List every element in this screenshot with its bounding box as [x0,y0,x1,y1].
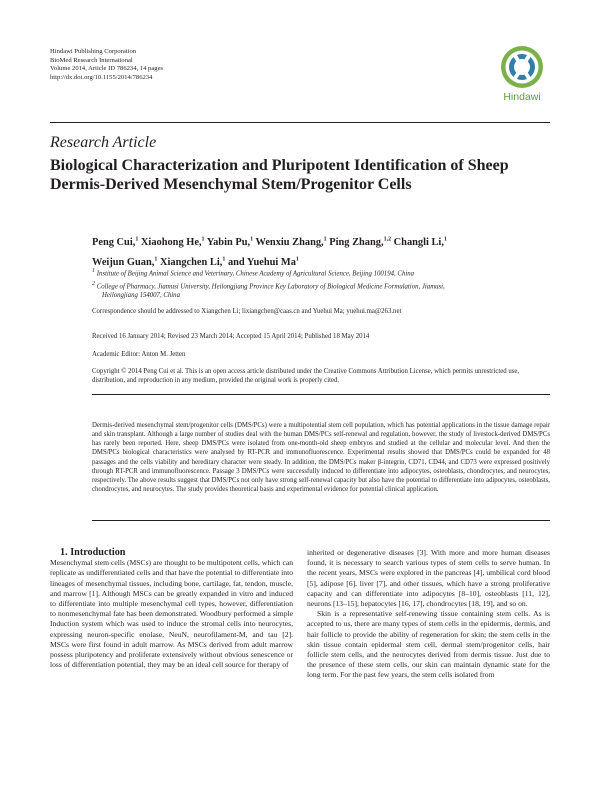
affiliation: $^2$ College of Pharmacy, Jiamusi University, Heilongjiang Province Key Laboratory of Biological Medicine Formulation, Jiamusi, Heilongjiang 154007, China [92,280,445,300]
journal-name: BioMed Research International [50,56,133,64]
journal-meta [50,48,310,82]
abstract: Dermis-derived mesenchymal stem/progenitor cells (DMS/PCs) were a multipotential stem cell population, which has potential applications in the tissue damage repair and skin transplant. Although a large number of studies deal with the human DMS/PCs self-renewal and regulation, however, the study of livestock-derived DMS/PCs has rarely been reported. Here, sheep DMS/PCs were isolated from one-month-old sheep embryos and studied at the cellular and molecular level. And then the DMS/PCs biological characteristics were analysed by RT-PCR and immunofluorescence. Experimental results showed that DMS/PCs could be expanded for 48 passages and the cells viability and hereditary character were steady. In addition, the DMS/PCs maker β-integrin, CD71, CD44, and CD73 were expressed positively through RT-PCR and immunofluorescence. Passage 3 DMS/PCs were successfully induced to differentiate into adipocytes, osteoblasts, chondrocytes, and neurocytes, respectively. The above results suggest that DMS/PCs not only have strong self-renewal capacity but also have the potential to differentiate into adipocytes, osteoblasts, chondrocytes, and neurocytes. The study provides theoretical basis and experimental evidence for potential clinical application. [92,422,550,494]
author: Ping Zhang,$^{1,2}$ [329,237,392,249]
author: Yabin Pu,$^1$ [206,237,254,249]
author-list [92,232,552,271]
right-column [307,548,550,681]
hindawi-logo-icon [500,44,544,90]
paragraph: inherited or degenerative diseases [3]. With more and more human diseases found, it is necessary to search various types of stem cells to serve human. In the recent years, MSCs were explored in the pancreas [4], umbilical cord blood [5], adipose [6], liver [7], and other tissues, which have a strong proliferative capacity and can differentiate into adipocytes [8–10], osteoblasts [11, 12], neurons [13–15], hepatocytes [16, 17], chondrocytes [18, 19], and so on. [307,548,550,609]
author: Xiaohong He,$^1$ [140,237,205,249]
academic-editor: Academic Editor: Anton M. Jetten [92,351,186,358]
author: and Yuehui Ma$^1$ [227,256,299,268]
author: Peng Cui,$^1$ [92,237,139,249]
author: Xiangchen Li,$^1$ [159,256,226,268]
correspondence: Correspondence should be addressed to Xiangchen Li; lixiangchen@caas.cn and Yuehui Ma; yuehui.ma@263.net [92,308,402,315]
volume-info: Volume 2014, Article ID 786234, 14 pages [50,65,164,73]
author: Weijun Guan,$^1$ [92,256,158,268]
paragraph: Skin is a representative self-renewing tissue containing stem cells. As is accepted to us, there are many types of stem cells in the epidermis, dermis, and hair follicle to provide the ability of regeneration for skin; the stem cells in the skin tissue contain epidermal stem cell, dermal stem/progenitor cells, hair follicle stem cells, and the neurocytes derived from dermis tissue. Just due to the presence of these stem cells, our skin can maintain dynamic state for the long term. For the past few years, the stem cells isolated from [307,609,550,680]
affiliations [92,267,552,302]
logo-text: Hindawi [503,91,541,103]
left-column [50,548,293,670]
paper-title: Biological Characterization and Pluripotent Identification of Sheep Dermis-Derived Mesenchymal Stem/Progenitor Cells [50,157,509,193]
abstract-rule-top [92,394,550,395]
affiliation: $^1$ Institute of Beijing Animal Science and Veterinary, Chinese Academy of Agricultural Science, Beijing 100194, China [92,268,415,278]
author: Changli Li,$^1$ [393,237,447,249]
author: Wenxiu Zhang,$^1$ [255,237,327,249]
hindawi-logo [495,44,549,110]
article-type: Research Article [50,134,157,151]
header-rule [50,122,550,123]
section-heading: 1. Introduction [60,547,126,558]
article-dates: Received 16 January 2014; Revised 23 March 2014; Accepted 15 April 2014; Published 18 May 2014 [92,333,370,340]
copyright-notice: Copyright © 2014 Peng Cui et al. This is an open access article distributed under the Creative Commons Attribution License, which permits unrestricted use, distribution, and reproduction in any medium, provided the original work is properly cited. [92,368,520,385]
abstract-rule-bottom [92,520,550,521]
doi-link[interactable]: http://dx.doi.org/10.1155/2014/786234 [50,73,153,81]
publisher: Hindawi Publishing Corporation [50,48,137,55]
paragraph: Mesenchymal stem cells (MSCs) are thought to be multipotent cells, which can replicate as undifferentiated cells and that have the potential to differentiate into lineages of mesenchymal tissues, including bone, cartilage, fat, tendon, muscle, and marrow [1]. Although MSCs can be greatly expanded in vitro and induced to differentiate into multiple mesenchymal cell types, however, differentiation to nonmesenchymal fate has been demonstrated. Woodbury performed a simple Induction system which was used to induce the stromal cells into neurocytes, expressing neuron-specific enolase, NeuN, neurofilament-M, and tau [2]. MSCs were first found in adult marrow. As MSCs derived from adult marrow possess pluripotency and proliferate extensively without obvious senescence or loss of differentiation potential, they may be an ideal cell source for therapy of [50,558,293,670]
